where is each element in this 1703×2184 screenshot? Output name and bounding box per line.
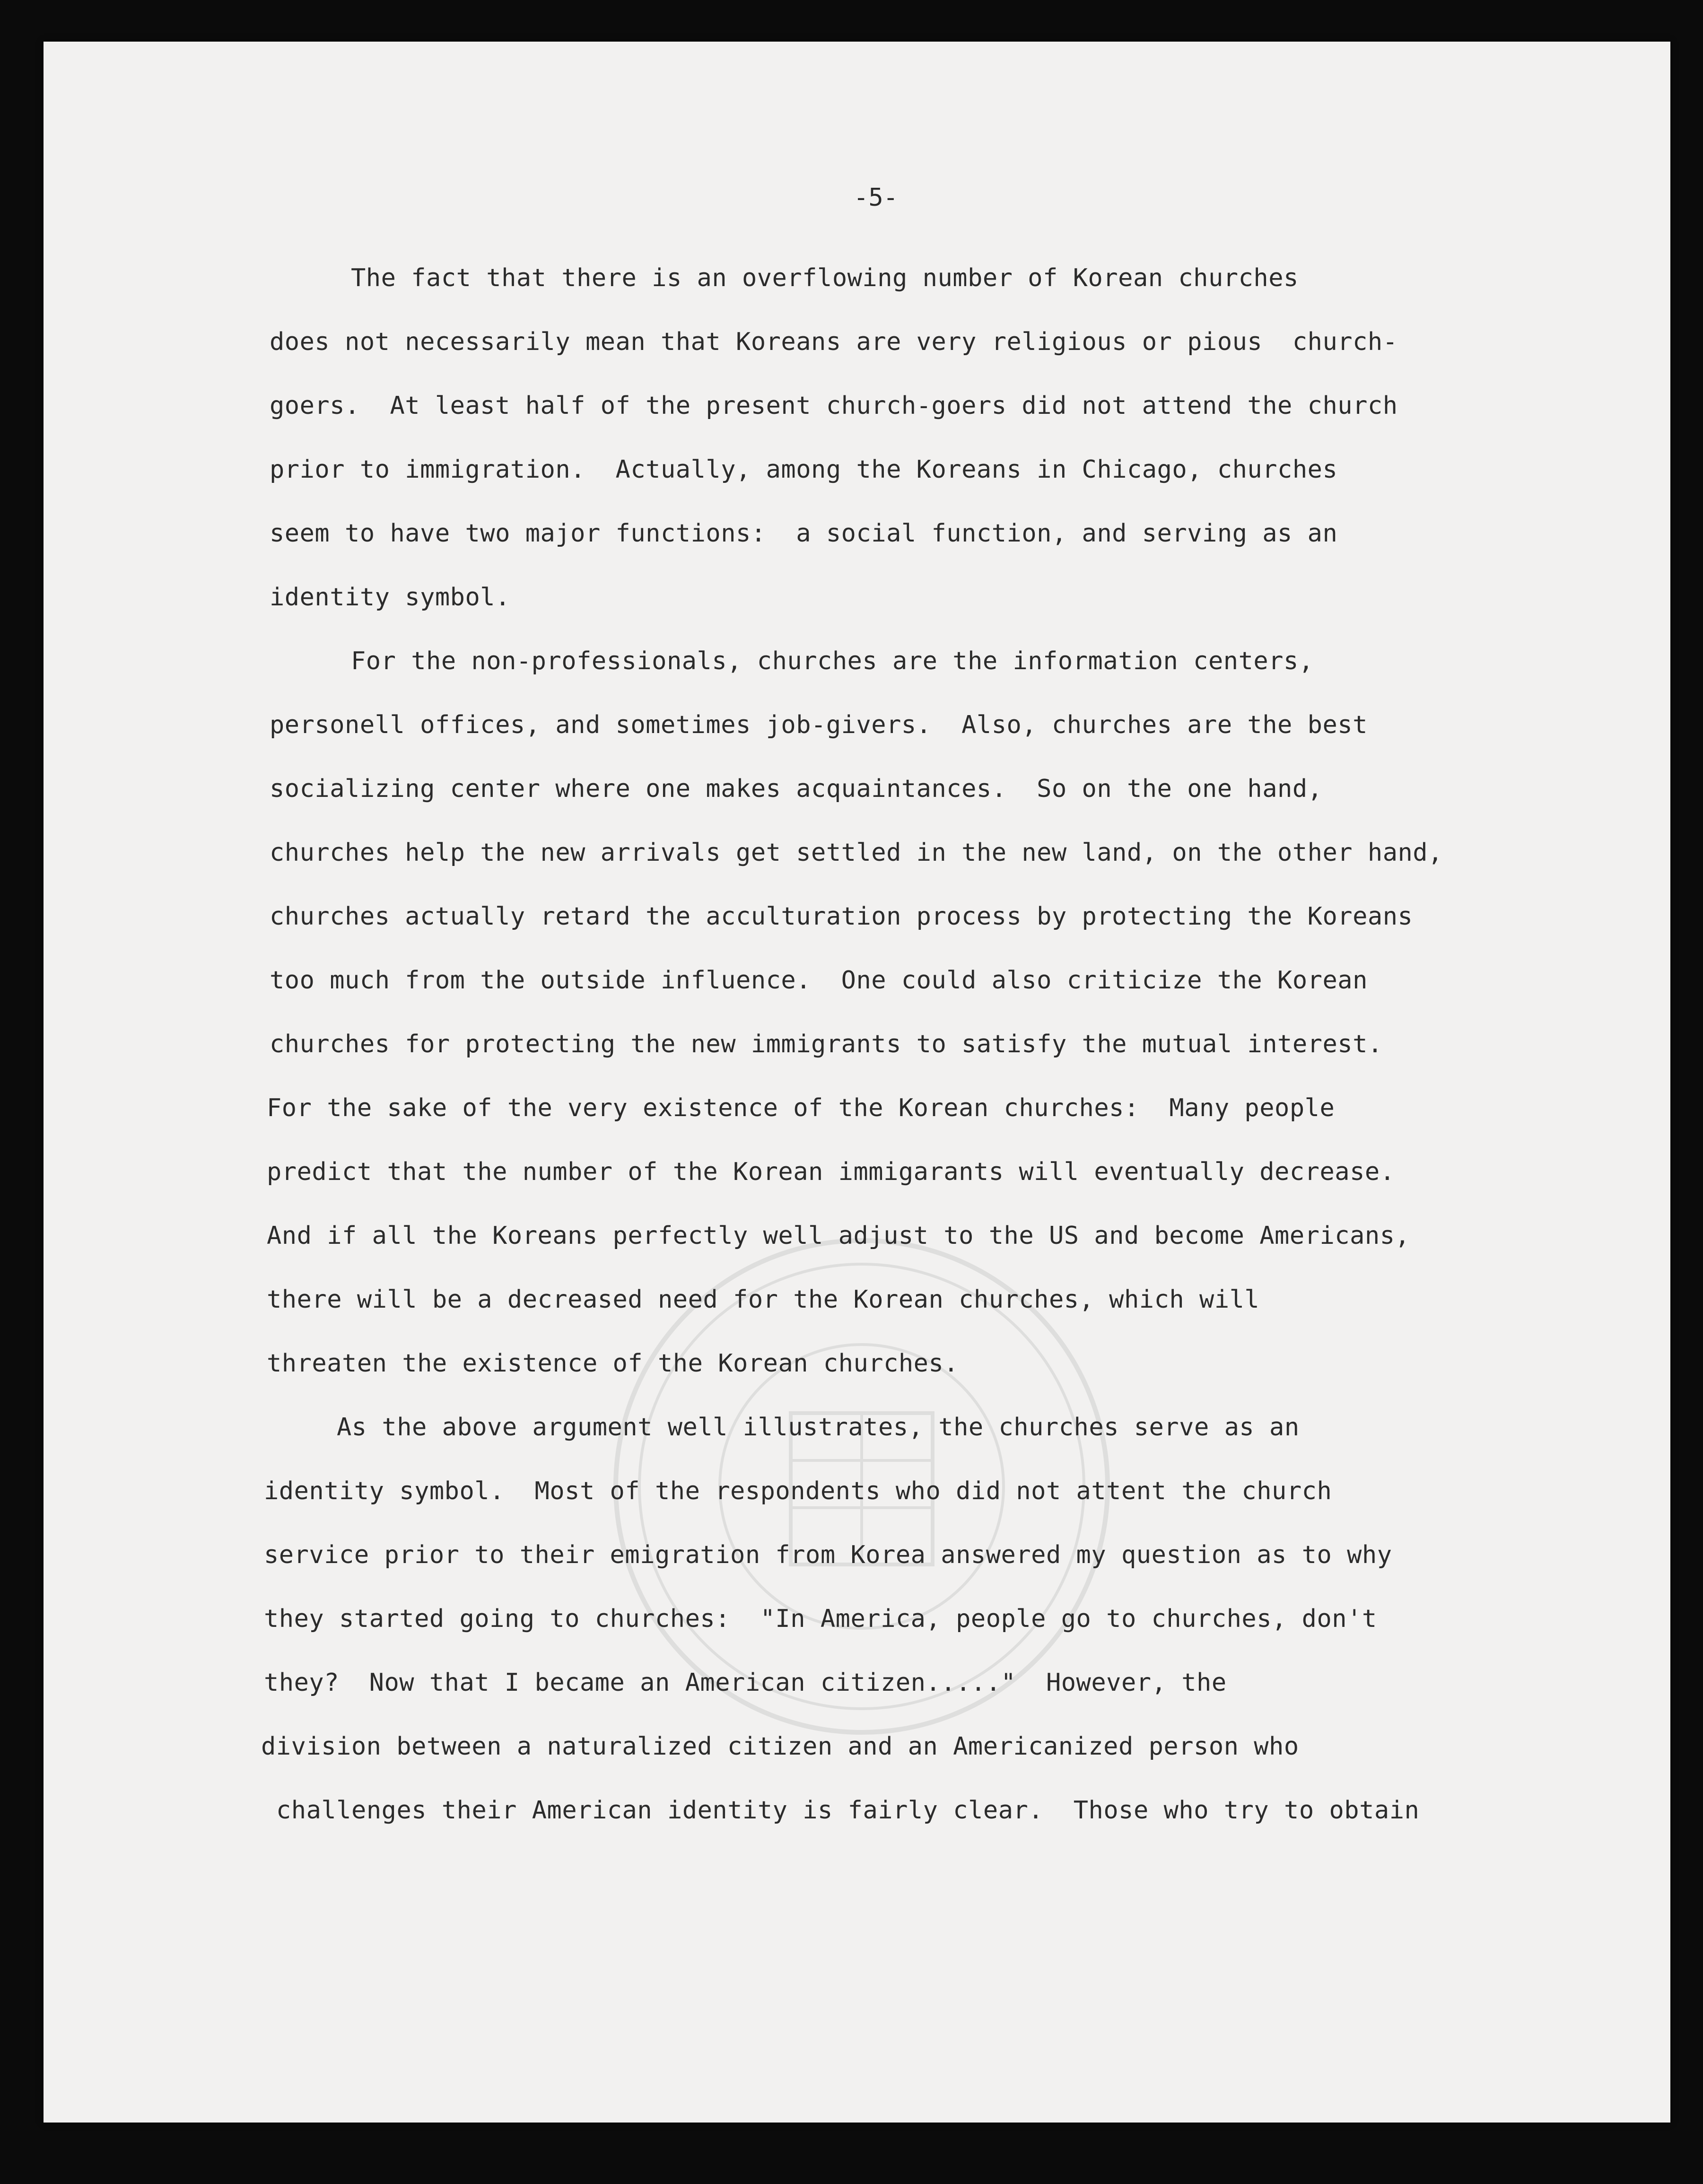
text-line: division between a naturalized citizen and an Americanized person who <box>261 1732 1299 1761</box>
text-line: The fact that there is an overflowing number of Korean churches <box>351 264 1299 292</box>
text-line: does not necessarily mean that Koreans are very religious or pious church- <box>270 328 1398 356</box>
text-line: service prior to their emigration from Korea answered my question as to why <box>264 1541 1392 1569</box>
text-line: socializing center where one makes acquaintances. So on the one hand, <box>270 775 1323 803</box>
text-line: churches help the new arrivals get settled in the new land, on the other hand, <box>270 839 1443 867</box>
body-text <box>44 42 1670 2123</box>
text-line: As the above argument well illustrates, the churches serve as an <box>337 1413 1300 1441</box>
text-line: And if all the Koreans perfectly well adjust to the US and become Americans, <box>267 1222 1410 1250</box>
text-line: they started going to churches: "In America, people go to churches, don't <box>264 1605 1377 1633</box>
text-line: churches for protecting the new immigrants to satisfy the mutual interest. <box>270 1030 1383 1058</box>
text-line: predict that the number of the Korean immigarants will eventually decrease. <box>267 1158 1395 1186</box>
text-line: seem to have two major functions: a social function, and serving as an <box>270 519 1338 548</box>
text-line: there will be a decreased need for the Korean churches, which will <box>267 1285 1260 1314</box>
text-line: For the sake of the very existence of the Korean churches: Many people <box>267 1094 1335 1122</box>
text-line: identity symbol. <box>270 583 510 612</box>
text-line: prior to immigration. Actually, among the Koreans in Chicago, churches <box>270 455 1338 484</box>
text-line: For the non-professionals, churches are the information centers, <box>351 647 1314 675</box>
text-line: identity symbol. Most of the respondents who did not attent the church <box>264 1477 1332 1505</box>
text-line: challenges their American identity is fairly clear. Those who try to obtain <box>276 1796 1420 1825</box>
text-line: too much from the outside influence. One could also criticize the Korean <box>270 966 1368 995</box>
document-page <box>44 42 1670 2123</box>
text-line: goers. At least half of the present church-goers did not attend the church <box>270 392 1398 420</box>
text-line: they? Now that I became an American citizen....." However, the <box>264 1669 1227 1697</box>
text-line: churches actually retard the acculturation process by protecting the Koreans <box>270 902 1413 931</box>
page-number: -5- <box>854 183 898 212</box>
text-line: personell offices, and sometimes job-givers. Also, churches are the best <box>270 711 1368 739</box>
text-line: threaten the existence of the Korean churches. <box>267 1349 959 1378</box>
